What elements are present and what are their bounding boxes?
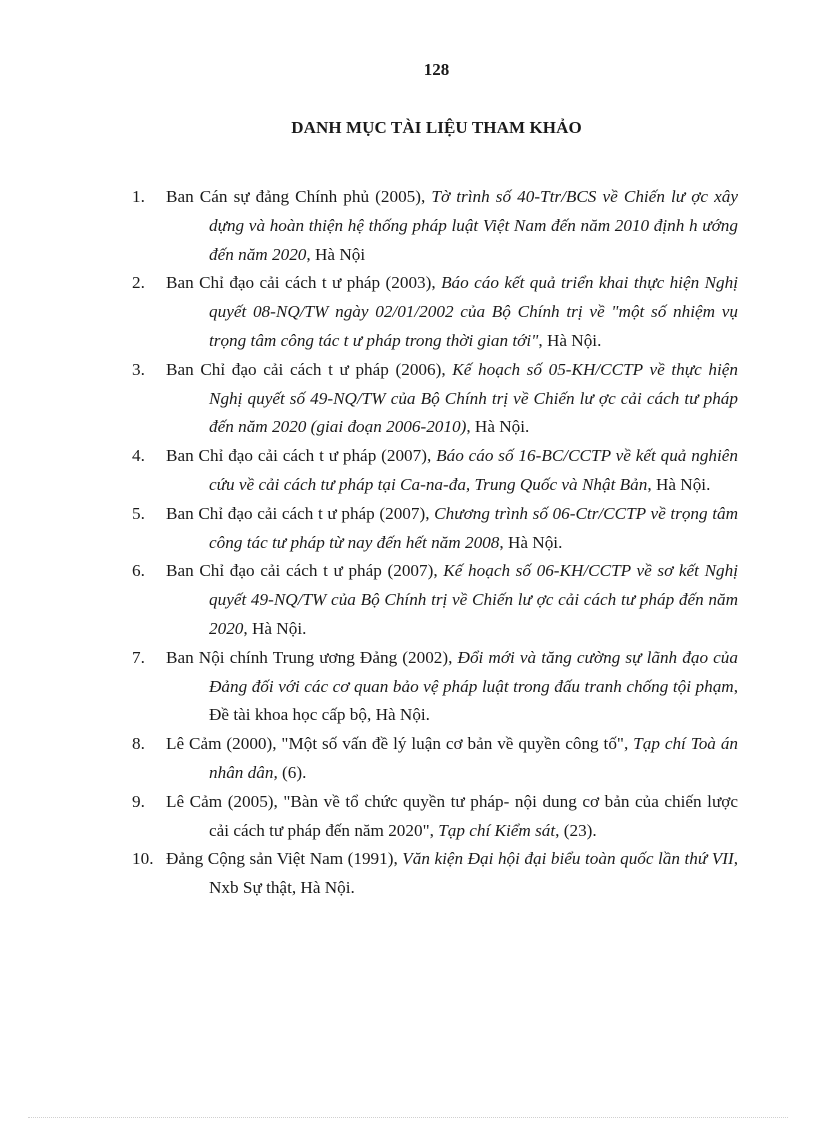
reference-title: Chương trình số 06-Ctr/CCTP về trọng tâm công tác tư pháp từ nay đến hết năm 2008 bbox=[209, 503, 739, 552]
reference-item bbox=[132, 730, 738, 788]
page-title: DANH MỤC TÀI LIỆU THAM KHẢO bbox=[291, 118, 582, 137]
reference-list bbox=[132, 183, 738, 903]
reference-author: Ban Chỉ đạo cải cách t ư pháp (2007), bbox=[166, 446, 432, 466]
reference-tail: , Hà Nội. bbox=[647, 474, 711, 494]
reference-number: 8. bbox=[132, 734, 145, 754]
reference-author: Ban Chỉ đạo cải cách t ư pháp (2007), bbox=[166, 561, 438, 581]
reference-title: Tạp chí Kiểm sát bbox=[438, 820, 556, 840]
reference-item bbox=[132, 557, 738, 643]
reference-item bbox=[132, 442, 738, 500]
reference-number: 1. bbox=[132, 187, 145, 206]
reference-number: 2. bbox=[132, 273, 145, 293]
reference-author: Lê Cảm (2000), "Một số vấn đề lý luận cơ bản về quyền công tố", bbox=[166, 734, 629, 754]
reference-title: Báo cáo số 16-BC/CCTP về kết quả nghiên cứu về cải cách tư pháp tại Ca-na-đa, Trung Quốc và Nhật Bản bbox=[209, 446, 739, 494]
page-number: 128 bbox=[423, 60, 450, 79]
reference-number: 5. bbox=[132, 503, 145, 523]
reference-title: Tờ trình số 40-Ttr/BCS về Chiến lư ợc xây dựng và hoàn thiện hệ thống pháp luật Việt Nam đến năm 2010 định h ướng đến năm 2020 bbox=[209, 187, 739, 264]
reference-item bbox=[132, 269, 738, 355]
reference-author: Ban Chỉ đạo cải cách t ư pháp (2003), bbox=[166, 273, 436, 293]
reference-number: 3. bbox=[132, 359, 145, 379]
reference-number: 4. bbox=[132, 446, 145, 466]
reference-title: Báo cáo kết quả triển khai thực hiện Nghị quyết 08-NQ/TW ngày 02/01/2002 của Bộ Chính trị về "một số nhiệm vụ trọng tâm công tác t ư pháp trong thời gian tới" bbox=[209, 273, 739, 350]
reference-item bbox=[132, 788, 738, 846]
reference-tail: , Hà Nội bbox=[306, 244, 366, 264]
reference-item bbox=[132, 500, 738, 558]
reference-tail: , Hà Nội. bbox=[499, 532, 563, 552]
reference-author: Lê Cảm (2005), "Bàn về tổ chức quyền tư pháp- nội dung cơ bản của chiến lược cải cách tư pháp đến năm 2020", bbox=[166, 791, 738, 840]
reference-number: 10. bbox=[132, 849, 154, 869]
reference-item bbox=[132, 183, 738, 269]
reference-tail: , Hà Nội. bbox=[466, 417, 530, 437]
reference-author: Ban Cán sự đảng Chính phủ (2005), bbox=[166, 187, 426, 206]
reference-title: Kế hoạch số 05-KH/CCTP về thực hiện Nghị quyết số 49-NQ/TW của Bộ Chính trị về Chiến lư ợc cải cách tư pháp đến năm 2020 (giai đoạn 2006-2010) bbox=[209, 359, 739, 437]
reference-item bbox=[132, 644, 738, 730]
reference-title: Văn kiện Đại hội đại biểu toàn quốc lần thứ VII bbox=[402, 849, 734, 869]
reference-title: Tạp chí Toà án nhân dân, bbox=[209, 734, 739, 782]
reference-number: 6. bbox=[132, 561, 145, 581]
reference-tail: , Hà Nội. bbox=[538, 330, 602, 350]
page-bottom-divider bbox=[28, 1117, 788, 1118]
reference-tail: , (23). bbox=[555, 820, 597, 840]
reference-tail: , Hà Nội. bbox=[243, 618, 307, 638]
reference-author: Ban Chỉ đạo cải cách t ư pháp (2006), bbox=[166, 359, 446, 379]
reference-item bbox=[132, 356, 738, 442]
reference-item bbox=[132, 845, 738, 903]
reference-author: Ban Nội chính Trung ương Đảng (2002), bbox=[166, 647, 453, 667]
reference-number: 7. bbox=[132, 647, 145, 667]
reference-number: 9. bbox=[132, 791, 145, 811]
reference-title: Đổi mới và tăng cường sự lãnh đạo của Đảng đối với các cơ quan bảo vệ pháp luật trong đấu tranh chống tội phạm bbox=[209, 647, 738, 696]
reference-tail: , Đề tài khoa học cấp bộ, Hà Nội. bbox=[209, 676, 738, 725]
reference-tail: (6). bbox=[277, 762, 307, 782]
reference-author: Ban Chỉ đạo cải cách t ư pháp (2007), bbox=[166, 503, 430, 523]
reference-title: Kế hoạch số 06-KH/CCTP về sơ kết Nghị quyết 49-NQ/TW của Bộ Chính trị về Chiến lư ợc cải cách tư pháp đến năm 2020 bbox=[209, 561, 739, 638]
reference-tail: , Nxb Sự thật, Hà Nội. bbox=[209, 849, 739, 898]
reference-author: Đảng Cộng sản Việt Nam (1991), bbox=[166, 849, 398, 869]
